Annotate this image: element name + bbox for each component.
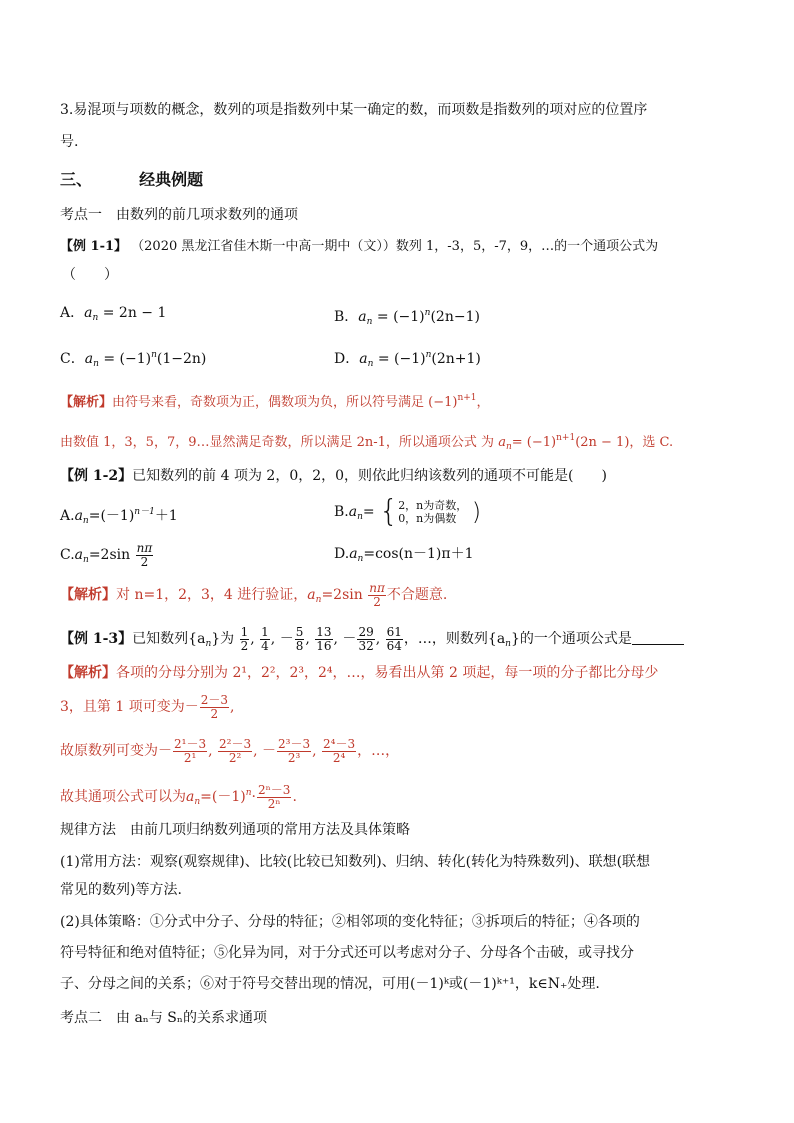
method-p2c: 子、分母之间的关系；⑥对于符号交替出现的情况，可用(－1)ᵏ或(－1)ᵏ⁺¹，k∈N₊处理. xyxy=(60,976,600,992)
method-title: 规律方法 由前几项归纳数列通项的常用方法及具体策略 xyxy=(60,822,410,838)
method-p1b: 常见的数列)等方法. xyxy=(60,882,182,898)
ex2-option-b: $B.a_n= \{2$，n为奇数， 0，n为偶数 ) xyxy=(334,494,482,529)
section-title: 经典例题 xyxy=(139,170,204,189)
method-p2b: 符号特征和绝对值特征；⑤化异为同，对于分式还可以考虑对分子、分母各个击破，或寻找分 xyxy=(60,945,634,961)
example-text: （2020 黑龙江省佳木斯一中高一期中（文））数列 1，-3，5，-7，9，…的一个通项公式为 xyxy=(131,239,659,254)
example-label: 【例 1-1】 xyxy=(60,239,128,254)
section-number: 三、 xyxy=(60,170,93,189)
option-b: B．$a_n = (-1)^n(2n-1)$ xyxy=(334,308,480,327)
ex2-option-c: $C.a_n=2\sin$ $\frac{n\pi}{2}$ xyxy=(60,540,153,569)
kaodian-1: 考点一 由数列的前几项求数列的通项 xyxy=(60,207,298,223)
example-1-2-stem: 【例 1-2】已知数列的前 4 项为 2，0，2，0，则依此归纳该数列的通项不可能是( ) xyxy=(60,468,607,484)
ex2-option-d: $D.a_n=\cos(n-1)\pi+1$ xyxy=(334,546,474,564)
answer-paren: （ ） xyxy=(62,267,118,283)
solution-1-3-line4: 故其通项公式可以为$a_n=(-1)^n\cdot$ $\frac{\text{2ⁿ－3}}{\text{2ⁿ}}$ . xyxy=(60,782,297,811)
example-1-3-stem: 【例 1-3】已知数列$\{a_n\}$为 $\frac{1}{2}$ , $\frac{1}{4}$ , － $\frac{5}{8}$ , $\frac{13}{16}$ , － $\frac{29}{32}$ , $\frac{61}{64}$ ，…，则数列$\{a_n\}$的一个通项公式是 xyxy=(60,622,684,661)
example-1-1-stem xyxy=(60,237,658,257)
solution-1-3-line1: 【解析】各项的分母分别为 2¹，2²，2³，2⁴，…，易看出从第 2 项起，每一项的分子都比分母少 xyxy=(60,665,659,681)
solution-1-1-line1: 【解析】由符号来看，奇数项为正，偶数项为负，所以符号满足 $(-1)^{n+1}$， xyxy=(60,393,490,410)
option-a: A．$a_n = 2n - 1$ xyxy=(60,305,167,323)
option-c: C．$a_n = (-1)^n(1-2n)$ xyxy=(60,350,207,369)
option-d: D．$a_n = (-1)^n(2n+1)$ xyxy=(334,350,481,369)
note-3-line2: 号. xyxy=(60,134,79,150)
section-heading xyxy=(60,170,203,190)
solution-1-2: 【解析】对 n=1，2，3，4 进行验证，$a_n=2\sin$ $\frac{n\pi}{2}$ 不合题意. xyxy=(60,580,448,609)
method-p2a: (2)具体策略：①分式中分子、分母的特征；②相邻项的变化特征；③拆项后的特征；④各项的 xyxy=(60,914,640,930)
method-p1a: (1)常用方法：观察(观察规律)、比较(比较已知数列)、归纳、转化(转化为特殊数列)、联想(联想 xyxy=(60,854,651,870)
solution-1-3-line2: 3，且第 1 项可变为－ $\frac{2-3}{2}$ , xyxy=(60,692,235,721)
answer-blank[interactable] xyxy=(632,630,684,645)
ex2-option-a: $A.a_n=(-1)^{n-1}+1$ xyxy=(60,507,178,526)
solution-1-3-line3: 故原数列可变为－ $\frac{\text{2¹－3}}{\text{2¹}}$ , $\frac{\text{2²－3}}{\text{2²}}$ , － $\frac{\text{2³－3}}{\text{2³}}$ , $\frac{\text{2⁴－3}}{\text{2⁴}}$ ，…， xyxy=(60,736,400,765)
note-3-line1: 3.易混项与项数的概念，数列的项是指数列中某一确定的数，而项数是指数列的项对应的位置序 xyxy=(60,102,648,118)
kaodian-2: 考点二 由 aₙ与 Sₙ的关系求通项 xyxy=(60,1010,267,1026)
solution-1-1-line2: 由数值 1，3，5，7，9…显然满足奇数，所以满足 2n-1，所以通项公式 为 $a_n= (-1)^{n+1}(2n - 1)$，选 C. xyxy=(60,433,674,452)
